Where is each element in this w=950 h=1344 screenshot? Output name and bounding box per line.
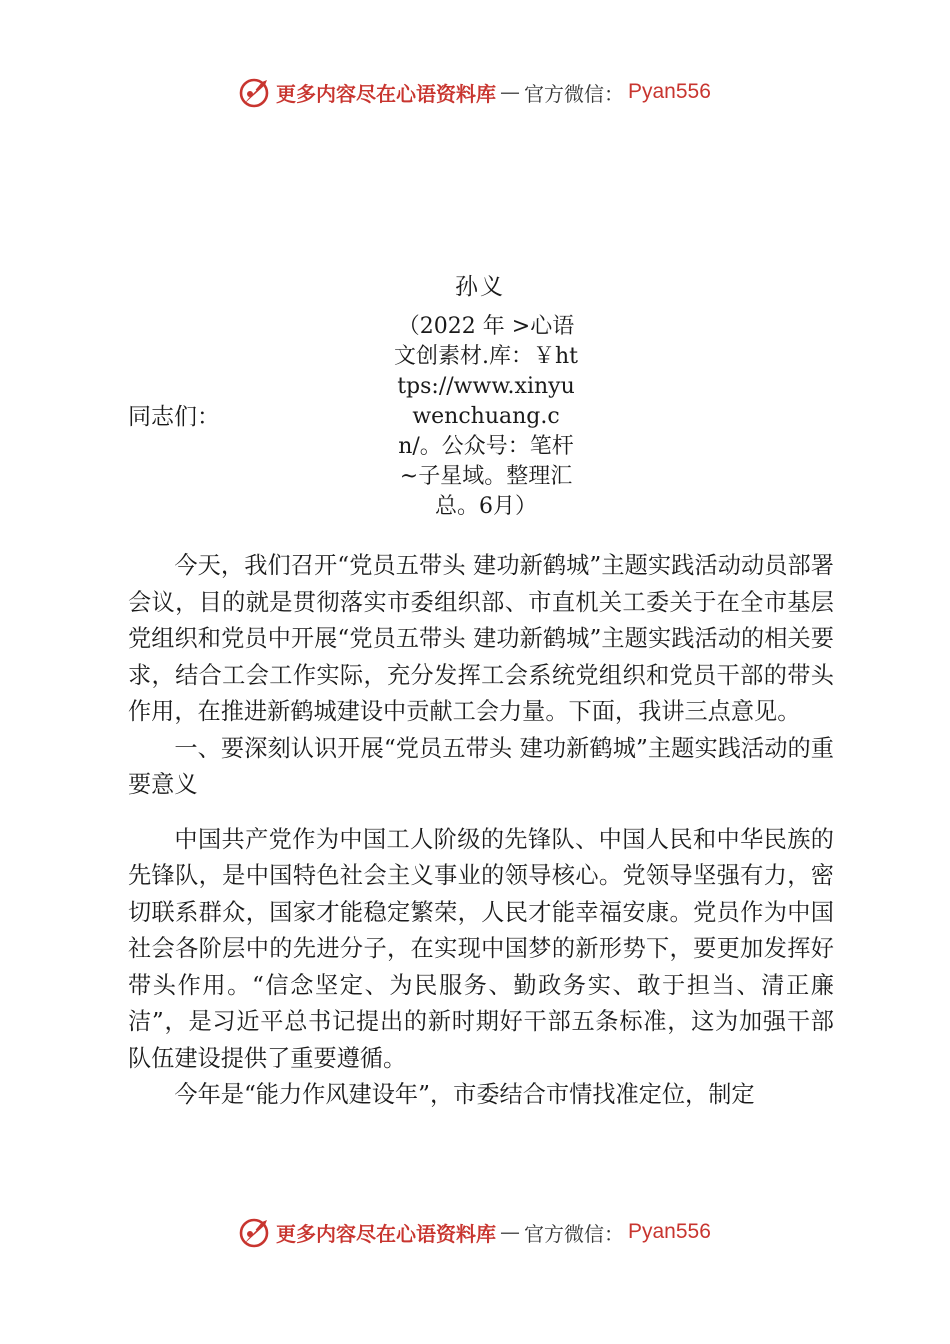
paragraph-this-year: 今年是“能力作风建设年”，市委结合市情找准定位，制定 [174, 1081, 755, 1108]
banner-wechat-id: Pyan556 [628, 1220, 711, 1243]
banner-wechat-label: 官方微信： [524, 81, 624, 106]
banner-wechat-label: 官方微信： [524, 1221, 624, 1246]
quill-pen-logo-icon [236, 74, 272, 110]
banner-dash: — [500, 1220, 520, 1244]
banner-brand: 更多内容尽在心语资料库 [276, 1221, 496, 1246]
section-heading: 一、要深刻认识开展“党员五带头 建功新鹤城”主题实践活动的重要意义 [128, 734, 834, 798]
paragraph-intro: 今天，我们召开“党员五带头 建功新鹤城”主题实践活动动员部署会议，目的就是贯彻落实市委组织部、市直机关工委关于在全市基层党组织和党员中开展“党员五带头 建功新鹤城”主题实践活动的相关要求，结合工会工作实际，充分发挥工会系统党组织和党员干部的带头作用，在推进新鹤城建设中贡献工会力量。下面，我讲三点意见。 [128, 552, 834, 725]
document-body [128, 548, 834, 1114]
banner-wechat-id: Pyan556 [628, 80, 711, 103]
paragraph-significance: 中国共产党作为中国工人阶级的先锋队、中国人民和中华民族的先锋队，是中国特色社会主义事业的领导核心。党领导坚强有力，密切联系群众，国家才能稳定繁荣，人民才能幸福安康。党员作为中国社会各阶层中的先进分子，在实现中国梦的新形势下，要更加发挥好带头作用。“信念坚定、为民服务、勤政务实、敢于担当、清正廉洁”，是习近平总书记提出的新时期好干部五条标准，这为加强干部队伍建设提供了重要遵循。 [128, 825, 834, 1072]
date-note: （2022 年 >心语文创素材.库：￥https://www.xinyuwenchuang.cn/。公众号：笔杆~子星域。整理汇总。6月） [393, 314, 578, 519]
banner-dash: — [500, 80, 520, 104]
quill-pen-logo-icon [236, 1214, 272, 1250]
banner-brand: 更多内容尽在心语资料库 [276, 81, 496, 106]
author-name: 孙义 [455, 274, 505, 300]
salutation: 同志们： [128, 404, 220, 430]
header-banner [236, 74, 711, 110]
footer-banner [236, 1214, 711, 1250]
